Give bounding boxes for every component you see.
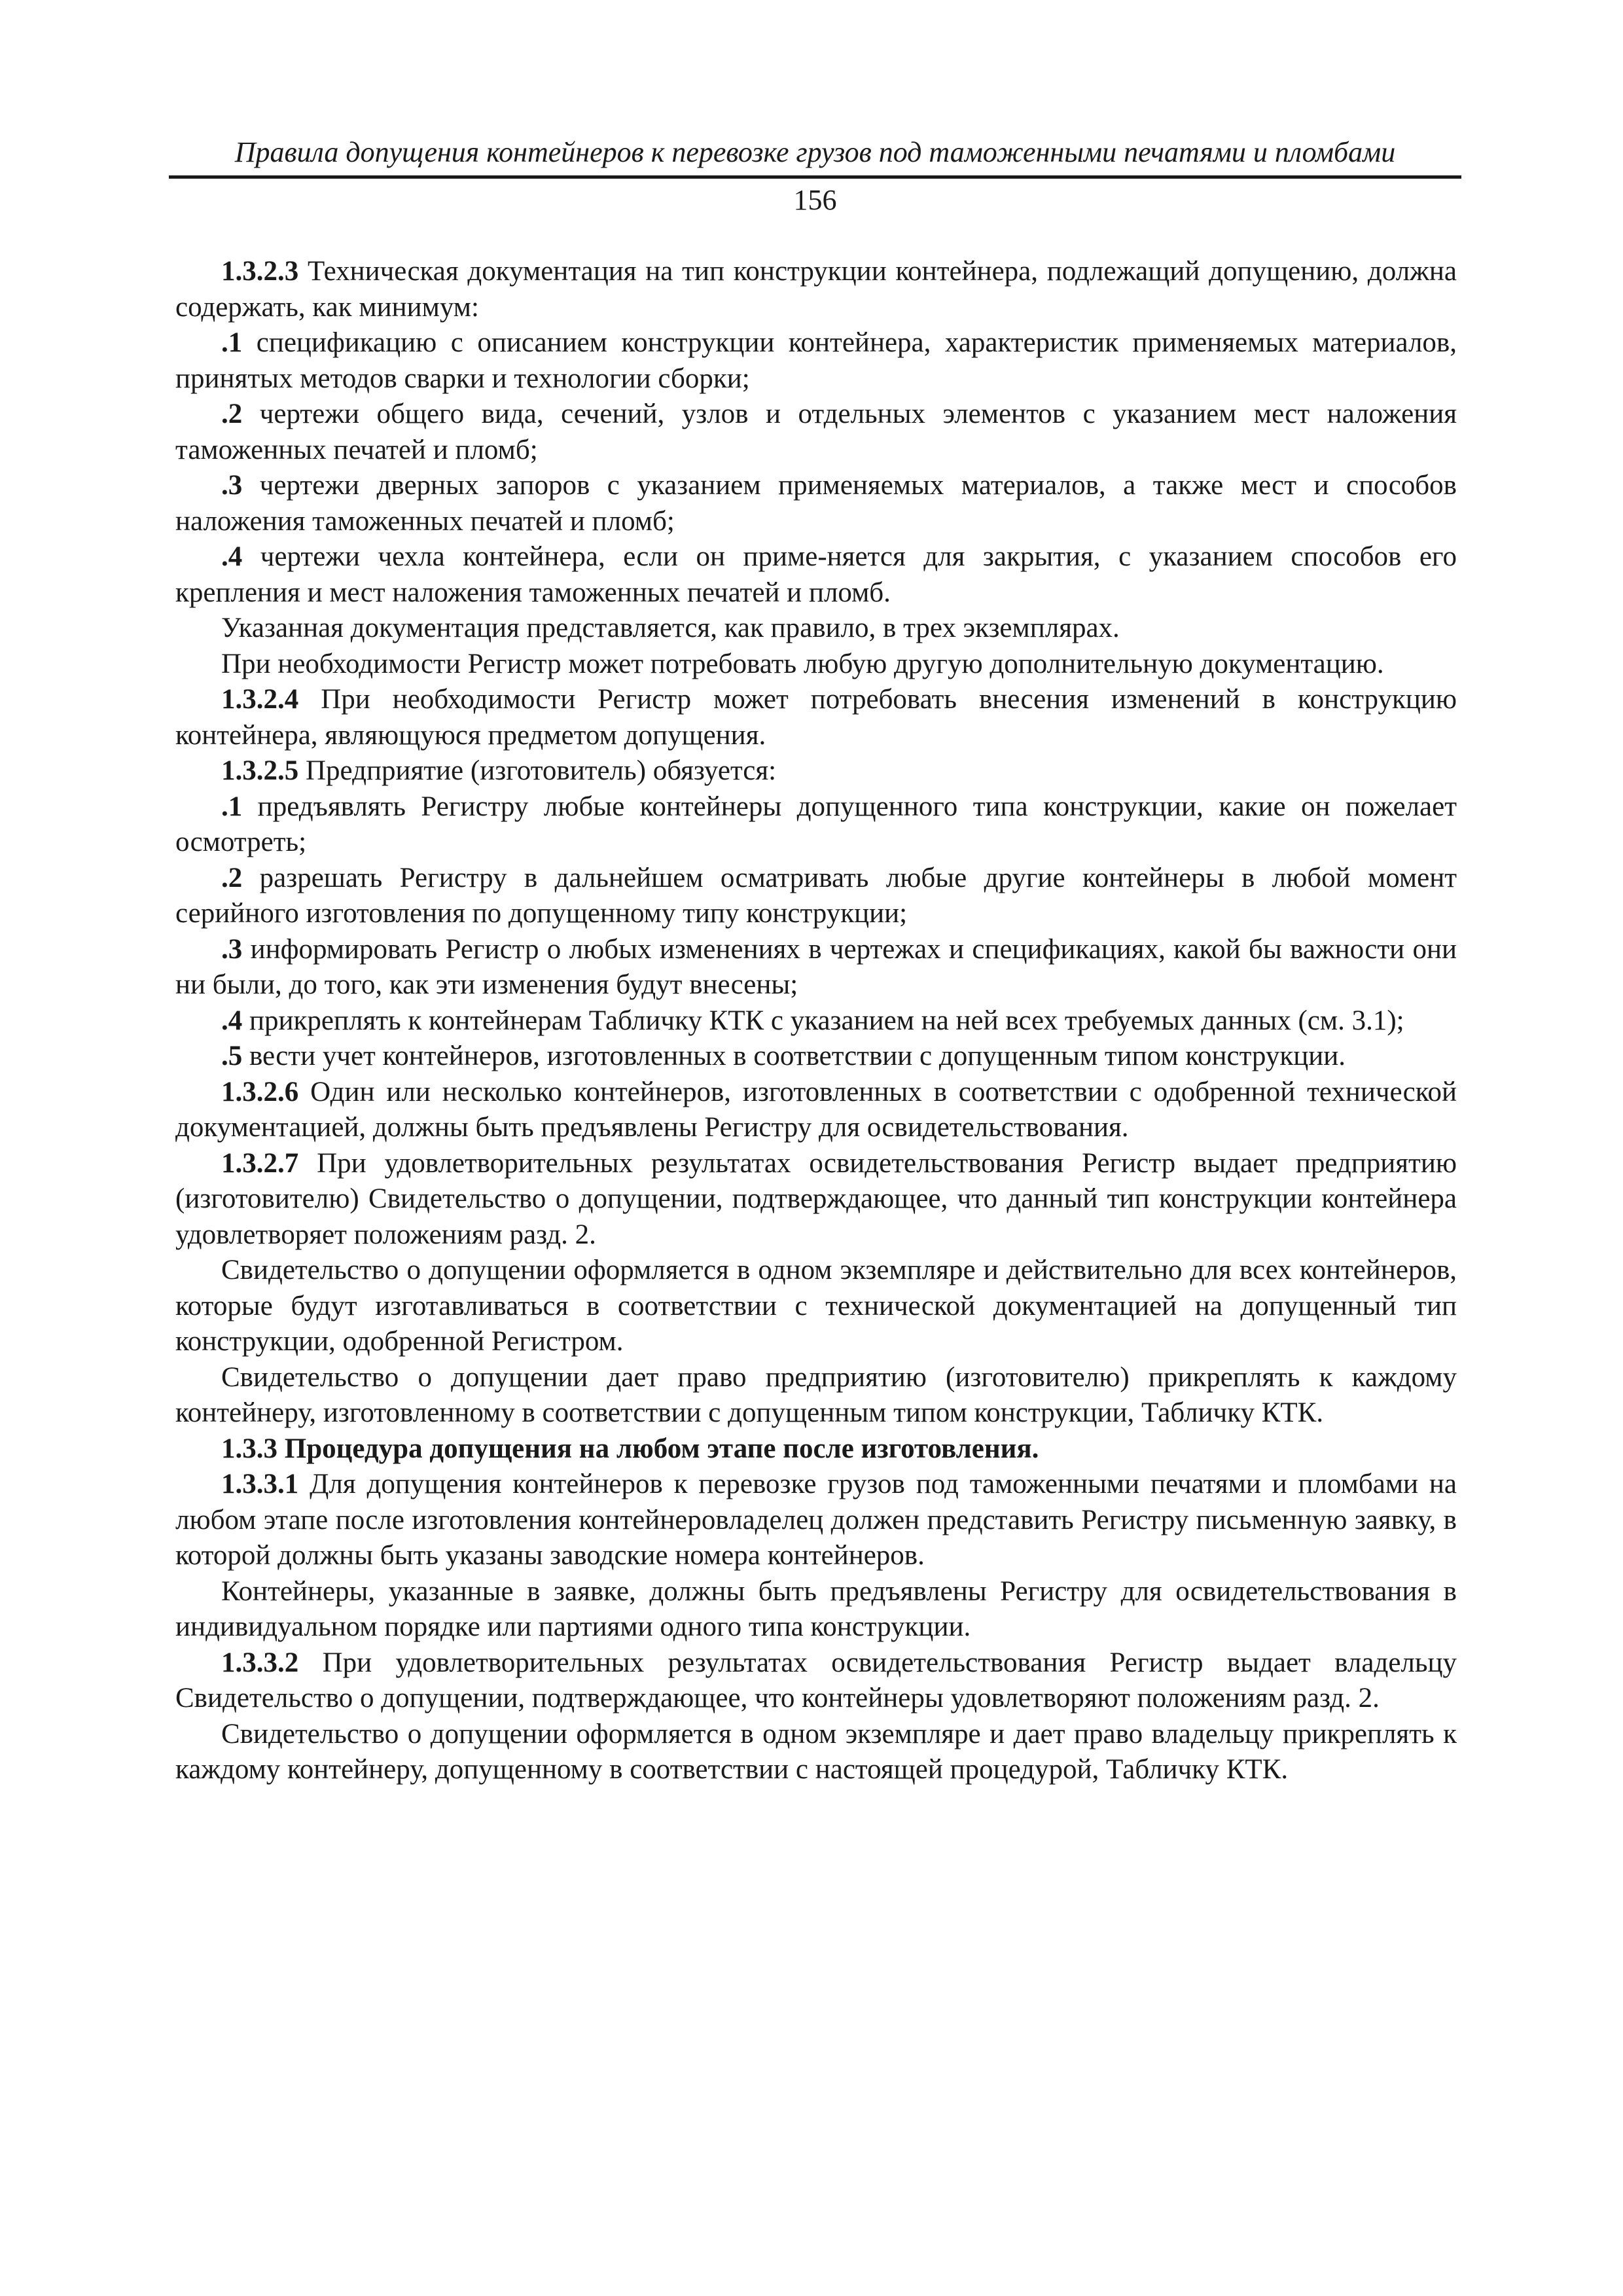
clause-number: 1.3.2.5 bbox=[221, 755, 299, 786]
paragraph bbox=[175, 682, 1457, 753]
clause-number: .5 bbox=[221, 1041, 243, 1071]
clause-number: 1.3.2.7 bbox=[221, 1147, 299, 1179]
paragraph-text: Один или несколько контейнеров, изготовленных в соответствии с одобренной технической документацией, должны быть предъявлены Регистру для освидетельствования. bbox=[175, 1076, 1457, 1143]
paragraph-text: Свидетельство о допущении оформляется в одном экземпляре и дает право владельцу прикреплять к каждому контейнеру, допущенному в соответствии с настоящей процедурой, Табличку КТК. bbox=[175, 1718, 1457, 1785]
header-rule bbox=[169, 175, 1461, 179]
paragraph-text: При необходимости Регистр может потребовать любую другую дополнительную документацию. bbox=[221, 648, 1384, 679]
clause-number: 1.3.3.2 bbox=[221, 1647, 299, 1678]
clause-number: 1.3.3.1 bbox=[221, 1469, 299, 1499]
paragraph bbox=[175, 254, 1457, 325]
paragraph bbox=[175, 861, 1457, 932]
paragraph bbox=[175, 1574, 1457, 1645]
page-number: 156 bbox=[793, 184, 837, 216]
clause-number: .3 bbox=[221, 933, 243, 965]
paragraph-text: вести учет контейнеров, изготовленных в соответствии с допущенным типом конструкции. bbox=[242, 1041, 1346, 1071]
paragraph bbox=[175, 932, 1457, 1003]
paragraph-text: спецификацию с описанием конструкции контейнера, характеристик применяемых материалов, принятых методов сварки и технологии сборки; bbox=[175, 327, 1457, 394]
clause-number: 1.3.2.3 bbox=[221, 256, 299, 287]
paragraph bbox=[175, 647, 1457, 683]
clause-number: .4 bbox=[221, 1005, 243, 1036]
paragraph-text: Свидетельство о допущении дает право предприятию (изготовителю) прикреплять к каждому контейнеру, изготовленному в соответствии с допущенным типом конструкции, Табличку КТК. bbox=[175, 1361, 1457, 1428]
paragraph bbox=[175, 1360, 1457, 1431]
body-text bbox=[175, 254, 1457, 1788]
paragraph bbox=[175, 397, 1457, 468]
paragraph bbox=[175, 468, 1457, 539]
section-heading bbox=[175, 1431, 1457, 1467]
paragraph-text: При необходимости Регистр может потребовать внесения изменений в конструкцию контейнера, являющуюся предметом допущения. bbox=[175, 684, 1457, 751]
paragraph-text: предъявлять Регистру любые контейнеры допущенного типа конструкции, какие он пожелает осмотреть; bbox=[175, 791, 1457, 857]
paragraph bbox=[175, 1645, 1457, 1717]
paragraph-text: Техническая документация на тип конструкции контейнера, подлежащий допущению, должна содержать, как минимум: bbox=[175, 256, 1457, 323]
clause-number: 1.3.2.6 bbox=[221, 1076, 299, 1107]
paragraph-text: прикреплять к контейнерам Табличку КТК с указанием на ней всех требуемых данных (см. 3.1); bbox=[242, 1005, 1404, 1036]
clause-number: 1.3.2.4 bbox=[221, 684, 299, 715]
clause-number: .1 bbox=[221, 327, 243, 358]
paragraph bbox=[175, 753, 1457, 789]
paragraph-text: Указанная документация представляется, как правило, в трех экземплярах. bbox=[221, 613, 1120, 643]
paragraph-text: чертежи чехла контейнера, если он приме-няется для закрытия, с указанием способов его крепления и мест наложения таможенных печатей и пломб. bbox=[175, 541, 1457, 608]
paragraph bbox=[175, 1467, 1457, 1574]
paragraph bbox=[175, 611, 1457, 647]
paragraph bbox=[175, 1717, 1457, 1788]
paragraph bbox=[175, 1075, 1457, 1146]
paragraph-text: чертежи дверных запоров с указанием применяемых материалов, а также мест и способов наложения таможенных печатей и пломб; bbox=[175, 470, 1457, 537]
clause-number: .4 bbox=[221, 541, 243, 572]
paragraph-text: чертежи общего вида, сечений, узлов и отдельных элементов с указанием мест наложения таможенных печатей и пломб; bbox=[175, 399, 1457, 465]
clause-number: .2 bbox=[221, 862, 243, 893]
paragraph-text: Свидетельство о допущении оформляется в одном экземпляре и действительно для всех контейнеров, которые будут изготавливаться в соответствии с технической документацией на допущенный тип конструкции, одобренной Регистром. bbox=[175, 1255, 1457, 1357]
paragraph-text: информировать Регистр о любых изменениях в чертежах и спецификациях, какой бы важности они ни были, до того, как эти изменения будут внесены; bbox=[175, 933, 1457, 1000]
paragraph bbox=[175, 1003, 1457, 1039]
running-header: Правила допущения контейнеров к перевозке грузов под таможенными печатями и пломбами bbox=[234, 136, 1396, 168]
paragraph-text: Для допущения контейнеров к перевозке грузов под таможенными печатями и пломбами на любом этапе после изготовления контейнеровладелец должен представить Регистру письменную заявку, в которой должны быть указаны заводские номера контейнеров. bbox=[175, 1469, 1457, 1571]
paragraph bbox=[175, 789, 1457, 861]
clause-number: .1 bbox=[221, 791, 243, 822]
clause-number: .3 bbox=[221, 470, 243, 501]
paragraph-text: При удовлетворительных результатах освидетельствования Регистр выдает владельцу Свидетельство о допущении, подтверждающее, что контейнеры удовлетворяют положениям разд. 2. bbox=[175, 1647, 1457, 1713]
paragraph-text: Предприятие (изготовитель) обязуется: bbox=[298, 755, 777, 786]
paragraph bbox=[175, 1039, 1457, 1075]
paragraph bbox=[175, 1253, 1457, 1360]
paragraph bbox=[175, 1146, 1457, 1253]
paragraph-text: При удовлетворительных результатах освидетельствования Регистр выдает предприятию (изготовителю) Свидетельство о допущении, подтверждающее, что данный тип конструкции контейнера удовлетворяет положениям разд. 2. bbox=[175, 1147, 1457, 1250]
paragraph-text: разрешать Регистру в дальнейшем осматривать любые другие контейнеры в любой момент серийного изготовления по допущенному типу конструкции; bbox=[175, 862, 1457, 929]
clause-number: .2 bbox=[221, 399, 243, 429]
paragraph bbox=[175, 539, 1457, 611]
section-heading-text: 1.3.3 Процедура допущения на любом этапе после изготовления. bbox=[221, 1433, 1039, 1464]
paragraph bbox=[175, 325, 1457, 397]
paragraph-text: Контейнеры, указанные в заявке, должны быть предъявлены Регистру для освидетельствования в индивидуальном порядке или партиями одного типа конструкции. bbox=[175, 1575, 1457, 1642]
